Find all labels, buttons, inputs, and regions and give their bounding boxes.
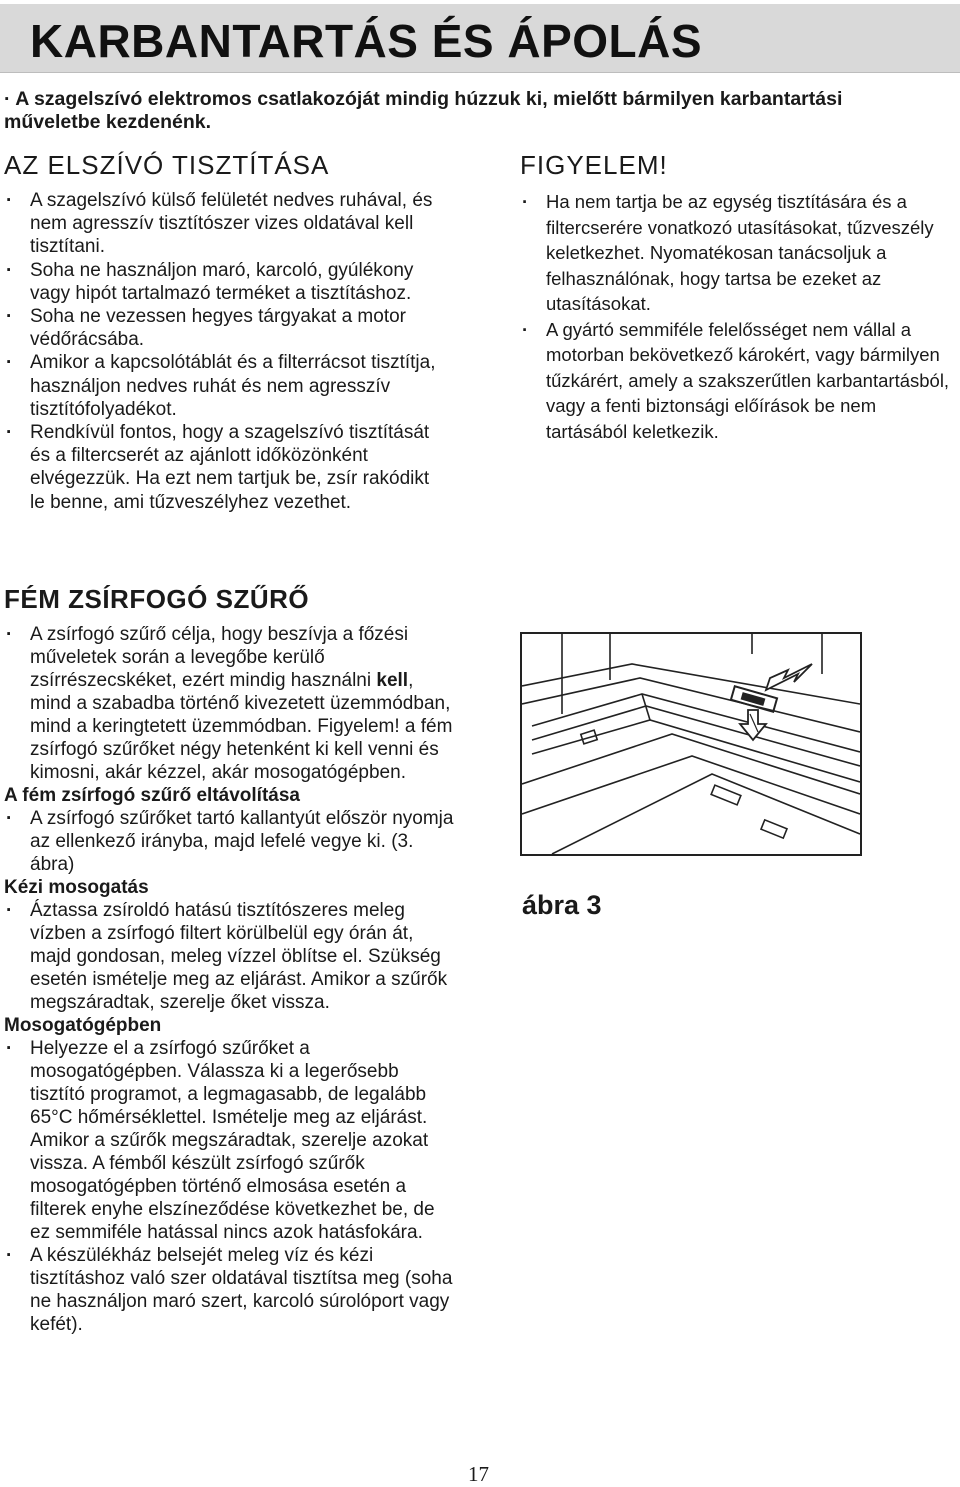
removal-list xyxy=(4,807,454,876)
list-item: · Ha nem tartja be az egység tisztítására és a filtercserére vonatkozó utasításokat, tűzveszély keletkezhet. Nyomatékosan tanácsoljuk a felhasználónak, hogy tartsa be ezeket az utasításokat. xyxy=(520,189,958,317)
intro-warning: · A szagelszívó elektromos csatlakozóját mindig húzzuk ki, mielőtt bármilyen karbantartási műveletbe kezdenénk. xyxy=(4,88,843,133)
filter-removal-illustration xyxy=(520,632,862,856)
dishwasher-heading: Mosogatógépben xyxy=(4,1015,162,1036)
list-item: · A készülékház belsejét meleg víz és kézi tisztításhoz való szer oldatával tisztítsa meg (soha ne használjon maró szert, karcoló súrolóport vagy kefét). xyxy=(4,1244,454,1336)
grease-filter-section xyxy=(4,584,454,1336)
item-bold-text: kell xyxy=(376,670,409,691)
grease-filter-list xyxy=(4,623,454,784)
item-text: , mind a szabadba történő kivezetett üzemmódban, mind a keringtetett üzemmódban. Figyelem! a fém zsírfogó szűrőket négy hetenként ki kell venni és kimosni, akár kézzel, akár mosogatógépben. xyxy=(30,670,453,783)
warning-section xyxy=(520,150,958,444)
list-item: · Helyezze el a zsírfogó szűrőket a mosogatógépben. Válassza ki a legerősebb tisztító programot, a legmagasabb, de legalább 65°C hőmérséklettel. Ismételje meg az eljárást. Amikor a szűrők megszáradtak, szerelje azokat vissza. A fémből készült zsírfogó szűrők mosogatógépben történő elmosása esetén a filterek enyhe elszíneződése következhet be, de ez semmiféle hatással nincs azok hatásfokára. xyxy=(4,1037,454,1244)
warning-title: FIGYELEM! xyxy=(520,150,668,180)
list-item: · A gyártó semmiféle felelősséget nem vállal a motorban bekövetkező károkért, vagy bármilyen tűzkárért, amely a szakszerűtlen karbantartásból, vagy a fenti biztonsági előírások be nem tartásából keletkezik. xyxy=(520,317,958,445)
list-item: · A zsírfogó szűrőket tartó kallantyút először nyomja az ellenkező irányba, majd lefelé vegye ki. (3. ábra) xyxy=(4,807,454,876)
item-text: A zsírfogó szűrő célja, hogy beszívja a főzési műveletek során a levegőbe kerülő zsírrészecskéket, ezért mindig használni xyxy=(30,624,409,691)
figure-caption: ábra 3 xyxy=(522,890,602,920)
warning-list xyxy=(520,189,958,444)
header-bar xyxy=(0,4,960,73)
list-item: · Rendkívül fontos, hogy a szagelszívó tisztítását és a filtercserét az ajánlott időközönként elvégezzük. Ha ezt nem tartjuk be, zsír rakódikt le benne, ami tűzveszélyhez vezethet. xyxy=(4,421,444,514)
cleaning-section xyxy=(4,150,444,514)
list-item: · Amikor a kapcsolótáblát és a filterrácsot tisztítja, használjon nedves ruhát és nem agresszív tisztítófolyadékot. xyxy=(4,351,444,421)
dishwasher-list xyxy=(4,1037,454,1336)
hand-wash-heading: Kézi mosogatás xyxy=(4,877,149,898)
list-item xyxy=(4,623,454,784)
list-item: · Soha ne vezessen hegyes tárgyakat a motor védőrácsába. xyxy=(4,305,444,351)
page-title: KARBANTARTÁS ÉS ÁPOLÁS xyxy=(30,15,703,67)
cleaning-list xyxy=(4,189,444,514)
hood-illustration xyxy=(522,634,860,854)
list-item: · A szagelszívó külső felületét nedves ruhával, és nem agresszív tisztítószer vizes oldatával kell tisztítani. xyxy=(4,189,444,259)
list-item: · Soha ne használjon maró, karcoló, gyúlékony vagy hipót tartalmazó terméket a tisztításhoz. xyxy=(4,259,444,305)
hand-wash-list xyxy=(4,899,454,1014)
list-item: · Áztassa zsíroldó hatású tisztítószeres meleg vízben a zsírfogó filtert körülbelül egy órán át, majd gondosan, meleg vízzel öblítse el. Szükség esetén ismételje meg az eljárást. Amikor a szűrők megszáradtak, szerelje őket vissza. xyxy=(4,899,454,1014)
cleaning-title: AZ ELSZÍVÓ TISZTÍTÁSA xyxy=(4,150,330,180)
removal-heading: A fém zsírfogó szűrő eltávolítása xyxy=(4,785,300,806)
grease-filter-title: FÉM ZSÍRFOGÓ SZŰRŐ xyxy=(4,584,310,614)
page-number: 17 xyxy=(468,1462,489,1486)
